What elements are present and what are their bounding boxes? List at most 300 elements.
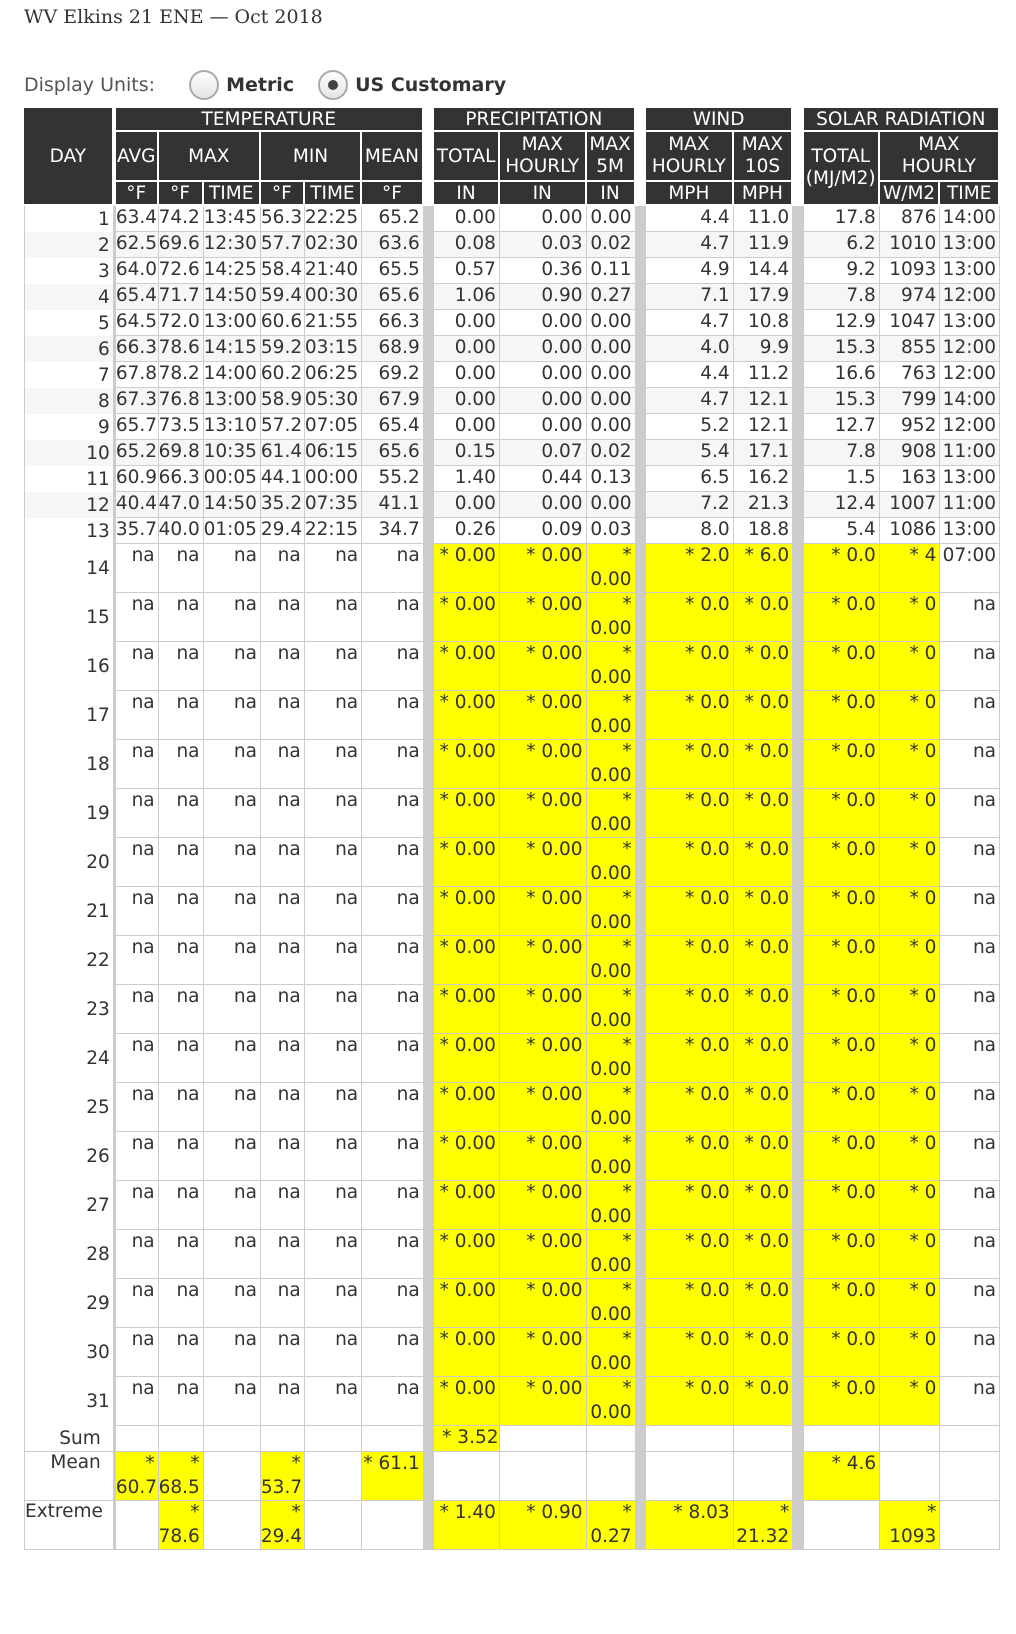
- column-gap: [793, 1328, 803, 1377]
- table-cell: na: [362, 1083, 424, 1132]
- table-cell: na: [116, 642, 159, 691]
- column-gap: [636, 492, 646, 518]
- table-cell: 13:00: [204, 388, 261, 414]
- table-cell: 17.9: [734, 284, 793, 310]
- table-cell: na: [362, 838, 424, 887]
- table-cell: 0.00: [434, 414, 500, 440]
- estimate-cell: * 0.00: [434, 1132, 500, 1181]
- day-cell: 14: [24, 544, 114, 593]
- table-cell: na: [305, 838, 362, 887]
- table-cell: 07:00: [940, 544, 1000, 593]
- table-cell: na: [940, 642, 1000, 691]
- table-cell: 13:00: [940, 232, 1000, 258]
- column-gap: [424, 1501, 434, 1550]
- estimate-cell: * 0.00: [434, 985, 500, 1034]
- empty-cell: [880, 1452, 941, 1501]
- table-cell: 60.2: [261, 362, 305, 388]
- day-cell: 9: [24, 414, 114, 440]
- table-cell: 0.02: [587, 232, 636, 258]
- estimate-cell: * 0.00: [587, 1328, 636, 1377]
- estimate-cell: * 0.0: [646, 691, 734, 740]
- column-gap: [424, 284, 434, 310]
- column-gap: [793, 1083, 803, 1132]
- table-cell: 0.00: [587, 388, 636, 414]
- table-cell: na: [159, 1132, 204, 1181]
- day-cell: 11: [24, 466, 114, 492]
- table-cell: 57.7: [261, 232, 305, 258]
- table-cell: na: [159, 691, 204, 740]
- day-cell: 15: [24, 593, 114, 642]
- estimate-cell: * 0.00: [434, 544, 500, 593]
- table-cell: na: [204, 985, 261, 1034]
- table-cell: na: [940, 1279, 1000, 1328]
- estimate-cell: * 0.0: [646, 1377, 734, 1426]
- estimate-cell: * 0.00: [500, 691, 587, 740]
- table-cell: 12:00: [940, 284, 1000, 310]
- table-cell: 0.00: [587, 414, 636, 440]
- column-gap: [424, 518, 434, 544]
- estimate-cell: * 0.0: [804, 642, 880, 691]
- table-cell: na: [116, 544, 159, 593]
- estimate-cell: * 0.00: [500, 838, 587, 887]
- table-cell: 12:00: [940, 362, 1000, 388]
- column-gap: [424, 388, 434, 414]
- table-row: [24, 1181, 1000, 1230]
- table-cell: na: [116, 1181, 159, 1230]
- estimate-cell: * 4: [880, 544, 941, 593]
- table-cell: 1093: [880, 258, 941, 284]
- table-cell: na: [204, 1132, 261, 1181]
- table-cell: 10:35: [204, 440, 261, 466]
- table-cell: 06:25: [305, 362, 362, 388]
- column-gap: [636, 740, 646, 789]
- us-customary-option[interactable]: [318, 70, 506, 100]
- column-gap: [636, 206, 646, 232]
- estimate-cell: * 0.0: [734, 1279, 793, 1328]
- estimate-cell: * 0.0: [734, 985, 793, 1034]
- column-gap: [793, 1230, 803, 1279]
- empty-cell: [362, 1501, 424, 1550]
- table-cell: na: [116, 936, 159, 985]
- estimate-cell: * 0.00: [587, 544, 636, 593]
- table-cell: 7.8: [804, 284, 880, 310]
- estimate-cell: * 0.00: [587, 789, 636, 838]
- table-cell: 72.6: [159, 258, 204, 284]
- solar-header: SOLAR RADIATION: [804, 108, 1000, 132]
- table-cell: na: [116, 1377, 159, 1426]
- table-cell: 13:45: [204, 206, 261, 232]
- estimate-cell: * 0.0: [804, 1328, 880, 1377]
- estimate-cell: * 0.0: [804, 838, 880, 887]
- column-gap: [793, 232, 803, 258]
- table-cell: 0.11: [587, 258, 636, 284]
- estimate-cell: * 0.00: [434, 1377, 500, 1426]
- table-cell: na: [940, 1181, 1000, 1230]
- estimate-cell: * 0.00: [434, 593, 500, 642]
- column-gap: [793, 593, 803, 642]
- day-cell: 2: [24, 232, 114, 258]
- column-gap: [424, 258, 434, 284]
- column-gap: [424, 466, 434, 492]
- table-cell: na: [261, 593, 305, 642]
- estimate-cell: * 0: [880, 936, 941, 985]
- table-cell: na: [116, 1083, 159, 1132]
- table-cell: 71.7: [159, 284, 204, 310]
- table-cell: 5.2: [646, 414, 734, 440]
- day-cell: 12: [24, 492, 114, 518]
- table-cell: 69.8: [159, 440, 204, 466]
- day-cell: 20: [24, 838, 114, 887]
- estimate-cell: * 0.0: [646, 1181, 734, 1230]
- column-gap: [636, 1426, 646, 1452]
- estimate-cell: * 0.00: [434, 1083, 500, 1132]
- estimate-cell: * 0.0: [734, 838, 793, 887]
- table-cell: 00:00: [305, 466, 362, 492]
- mean-row: [24, 1452, 1000, 1501]
- empty-cell: [734, 1452, 793, 1501]
- precipitation-header: PRECIPITATION: [434, 108, 635, 132]
- day-cell: 7: [24, 362, 114, 388]
- table-row: [24, 1034, 1000, 1083]
- table-cell: 64.5: [116, 310, 159, 336]
- table-cell: 952: [880, 414, 941, 440]
- estimate-cell: * 0: [880, 985, 941, 1034]
- wind-10s-unit: MPH: [734, 182, 793, 206]
- column-gap: [424, 936, 434, 985]
- table-cell: na: [940, 1034, 1000, 1083]
- column-gap: [636, 336, 646, 362]
- solar-hourly-unit: W/M2: [880, 182, 941, 206]
- table-cell: 5.4: [646, 440, 734, 466]
- estimate-cell: * 0: [880, 838, 941, 887]
- table-cell: na: [116, 1034, 159, 1083]
- extreme-wind-10s: * 21.32: [734, 1501, 793, 1550]
- monthly-climate-table: [24, 108, 1000, 1550]
- table-cell: 17.1: [734, 440, 793, 466]
- column-gap: [424, 1230, 434, 1279]
- column-gap: [636, 593, 646, 642]
- table-cell: na: [940, 1132, 1000, 1181]
- column-gap: [636, 1377, 646, 1426]
- mean-solar-total: * 4.6: [804, 1452, 880, 1501]
- table-cell: na: [261, 936, 305, 985]
- table-cell: na: [204, 789, 261, 838]
- estimate-cell: * 0.00: [434, 1181, 500, 1230]
- table-row: [24, 1328, 1000, 1377]
- day-cell: 23: [24, 985, 114, 1034]
- estimate-cell: * 0.0: [804, 887, 880, 936]
- day-cell: 17: [24, 691, 114, 740]
- table-cell: na: [204, 642, 261, 691]
- table-cell: 11.0: [734, 206, 793, 232]
- table-row: [24, 414, 1000, 440]
- table-cell: 65.5: [362, 258, 424, 284]
- estimate-cell: * 0.0: [804, 691, 880, 740]
- table-cell: 15.3: [804, 336, 880, 362]
- table-cell: 0.00: [500, 362, 587, 388]
- avg-unit: °F: [116, 182, 159, 206]
- table-cell: na: [261, 1377, 305, 1426]
- table-cell: 855: [880, 336, 941, 362]
- us-customary-label[interactable]: US Customary: [355, 74, 507, 96]
- table-cell: na: [159, 1181, 204, 1230]
- table-cell: 60.6: [261, 310, 305, 336]
- table-cell: na: [305, 1083, 362, 1132]
- estimate-cell: * 0.00: [434, 936, 500, 985]
- column-gap: [424, 206, 434, 232]
- column-gap: [636, 1328, 646, 1377]
- table-cell: na: [261, 1230, 305, 1279]
- table-cell: 15.3: [804, 388, 880, 414]
- table-cell: 58.4: [261, 258, 305, 284]
- table-cell: na: [261, 691, 305, 740]
- column-gap: [424, 1083, 434, 1132]
- table-cell: 29.4: [261, 518, 305, 544]
- table-cell: 63.4: [116, 206, 159, 232]
- column-gap: [636, 1501, 646, 1550]
- table-cell: 0.08: [434, 232, 500, 258]
- table-cell: 0.00: [500, 414, 587, 440]
- table-cell: na: [159, 936, 204, 985]
- table-cell: na: [159, 1034, 204, 1083]
- estimate-cell: * 0: [880, 1181, 941, 1230]
- table-cell: 73.5: [159, 414, 204, 440]
- table-cell: na: [159, 740, 204, 789]
- table-row: [24, 1083, 1000, 1132]
- estimate-cell: * 0.0: [646, 1132, 734, 1181]
- day-cell: 6: [24, 336, 114, 362]
- extreme-precip-total: * 1.40: [434, 1501, 500, 1550]
- table-cell: na: [116, 838, 159, 887]
- table-cell: 18.8: [734, 518, 793, 544]
- table-cell: 0.00: [500, 336, 587, 362]
- table-cell: 12.7: [804, 414, 880, 440]
- table-row: [24, 284, 1000, 310]
- extreme-solar-hourly: * 1093: [880, 1501, 941, 1550]
- estimate-cell: * 0.00: [500, 593, 587, 642]
- table-cell: na: [261, 642, 305, 691]
- table-cell: 11.2: [734, 362, 793, 388]
- day-cell: 18: [24, 740, 114, 789]
- column-gap: [636, 466, 646, 492]
- column-gap: [793, 336, 803, 362]
- table-cell: 21.3: [734, 492, 793, 518]
- estimate-cell: * 0.00: [434, 1328, 500, 1377]
- max-unit: °F: [159, 182, 204, 206]
- table-cell: 64.0: [116, 258, 159, 284]
- table-cell: na: [940, 789, 1000, 838]
- table-cell: na: [159, 1279, 204, 1328]
- estimate-cell: * 0.0: [734, 1034, 793, 1083]
- metric-label[interactable]: Metric: [226, 74, 295, 96]
- table-cell: na: [204, 1083, 261, 1132]
- column-gap: [424, 691, 434, 740]
- column-gap: [793, 440, 803, 466]
- table-row: [24, 518, 1000, 544]
- estimate-cell: * 0.0: [804, 544, 880, 593]
- mean-header: MEAN: [362, 132, 424, 182]
- column-gap: [793, 544, 803, 593]
- column-gap: [636, 310, 646, 336]
- table-cell: na: [305, 642, 362, 691]
- estimate-cell: * 0.00: [587, 887, 636, 936]
- table-cell: 0.00: [434, 206, 500, 232]
- table-cell: na: [116, 985, 159, 1034]
- day-cell: 22: [24, 936, 114, 985]
- table-cell: 65.2: [116, 440, 159, 466]
- estimate-cell: * 0.00: [500, 1377, 587, 1426]
- empty-cell: [305, 1426, 362, 1452]
- estimate-cell: * 0.00: [434, 740, 500, 789]
- estimate-cell: * 0.00: [500, 985, 587, 1034]
- day-cell: 29: [24, 1279, 114, 1328]
- table-cell: na: [204, 1377, 261, 1426]
- column-gap: [793, 1132, 803, 1181]
- estimate-cell: * 0.00: [500, 1230, 587, 1279]
- table-cell: 22:15: [305, 518, 362, 544]
- table-cell: 55.2: [362, 466, 424, 492]
- table-cell: 16.2: [734, 466, 793, 492]
- column-gap: [793, 310, 803, 336]
- column-gap: [424, 838, 434, 887]
- table-cell: 0.90: [500, 284, 587, 310]
- column-gap: [793, 284, 803, 310]
- empty-cell: [940, 1452, 1000, 1501]
- table-cell: 65.6: [362, 284, 424, 310]
- estimate-cell: * 0: [880, 691, 941, 740]
- estimate-cell: * 0.0: [734, 887, 793, 936]
- table-cell: 0.03: [587, 518, 636, 544]
- table-cell: 12.9: [804, 310, 880, 336]
- table-cell: na: [116, 887, 159, 936]
- column-gap: [424, 642, 434, 691]
- table-cell: na: [261, 1034, 305, 1083]
- table-cell: na: [159, 887, 204, 936]
- estimate-cell: * 0.00: [587, 642, 636, 691]
- table-cell: na: [159, 985, 204, 1034]
- estimate-cell: * 0.0: [646, 593, 734, 642]
- column-gap: [424, 440, 434, 466]
- day-cell: 10: [24, 440, 114, 466]
- column-gap: [636, 838, 646, 887]
- estimate-cell: * 0.00: [500, 1034, 587, 1083]
- table-cell: 00:05: [204, 466, 261, 492]
- empty-cell: [305, 1452, 362, 1501]
- table-cell: na: [204, 1279, 261, 1328]
- metric-radio[interactable]: [189, 70, 219, 100]
- table-cell: na: [204, 1328, 261, 1377]
- estimate-cell: * 0.0: [646, 838, 734, 887]
- extreme-row: [24, 1501, 1000, 1550]
- table-cell: na: [261, 1328, 305, 1377]
- table-cell: na: [116, 740, 159, 789]
- table-cell: 12.1: [734, 414, 793, 440]
- estimate-cell: * 0.00: [500, 642, 587, 691]
- table-cell: na: [362, 985, 424, 1034]
- column-gap: [793, 258, 803, 284]
- table-cell: 0.00: [587, 206, 636, 232]
- table-cell: na: [940, 887, 1000, 936]
- estimate-cell: * 0.0: [804, 1181, 880, 1230]
- estimate-cell: * 0.0: [804, 1034, 880, 1083]
- column-gap: [793, 362, 803, 388]
- precip-5m-unit: IN: [587, 182, 636, 206]
- table-cell: 40.0: [159, 518, 204, 544]
- column-gap: [424, 593, 434, 642]
- table-cell: na: [362, 593, 424, 642]
- column-gap: [636, 362, 646, 388]
- table-cell: na: [261, 740, 305, 789]
- table-cell: 1086: [880, 518, 941, 544]
- column-gap: [424, 362, 434, 388]
- column-gap: [424, 985, 434, 1034]
- table-cell: 57.2: [261, 414, 305, 440]
- table-cell: na: [261, 789, 305, 838]
- table-cell: 1.5: [804, 466, 880, 492]
- column-gap: [793, 1279, 803, 1328]
- table-cell: na: [261, 1083, 305, 1132]
- estimate-cell: * 0.00: [587, 985, 636, 1034]
- table-cell: 72.0: [159, 310, 204, 336]
- table-cell: na: [940, 1328, 1000, 1377]
- table-cell: 66.3: [362, 310, 424, 336]
- table-cell: 0.13: [587, 466, 636, 492]
- table-cell: 0.00: [500, 206, 587, 232]
- temperature-header: TEMPERATURE: [116, 108, 424, 132]
- precip-total-unit: IN: [434, 182, 500, 206]
- table-cell: na: [940, 985, 1000, 1034]
- table-cell: 1.06: [434, 284, 500, 310]
- column-gap: [793, 789, 803, 838]
- table-cell: 11:00: [940, 440, 1000, 466]
- estimate-cell: * 0: [880, 1034, 941, 1083]
- table-row: [24, 887, 1000, 936]
- table-cell: 974: [880, 284, 941, 310]
- table-cell: na: [159, 1377, 204, 1426]
- table-cell: 22:25: [305, 206, 362, 232]
- estimate-cell: * 0.0: [804, 1377, 880, 1426]
- table-cell: 799: [880, 388, 941, 414]
- mean-max: * 68.5: [159, 1452, 204, 1501]
- us-customary-radio[interactable]: [318, 70, 348, 100]
- table-cell: 9.9: [734, 336, 793, 362]
- estimate-cell: * 0.0: [646, 936, 734, 985]
- metric-option[interactable]: [189, 70, 294, 100]
- estimate-cell: * 0.0: [734, 936, 793, 985]
- table-cell: na: [159, 789, 204, 838]
- empty-cell: [500, 1452, 587, 1501]
- estimate-cell: * 0.0: [646, 1034, 734, 1083]
- table-row: [24, 544, 1000, 593]
- column-gap: [793, 691, 803, 740]
- table-cell: 13:10: [204, 414, 261, 440]
- empty-cell: [434, 1452, 500, 1501]
- estimate-cell: * 0: [880, 593, 941, 642]
- table-cell: na: [940, 691, 1000, 740]
- table-cell: na: [204, 936, 261, 985]
- estimate-cell: * 0.0: [734, 1083, 793, 1132]
- table-cell: 62.5: [116, 232, 159, 258]
- day-cell: 26: [24, 1132, 114, 1181]
- empty-cell: [305, 1501, 362, 1550]
- estimate-cell: * 0.00: [587, 1377, 636, 1426]
- table-cell: 12.4: [804, 492, 880, 518]
- table-cell: na: [305, 593, 362, 642]
- empty-cell: [804, 1501, 880, 1550]
- table-cell: 78.2: [159, 362, 204, 388]
- estimate-cell: * 0: [880, 789, 941, 838]
- estimate-cell: * 0.0: [734, 642, 793, 691]
